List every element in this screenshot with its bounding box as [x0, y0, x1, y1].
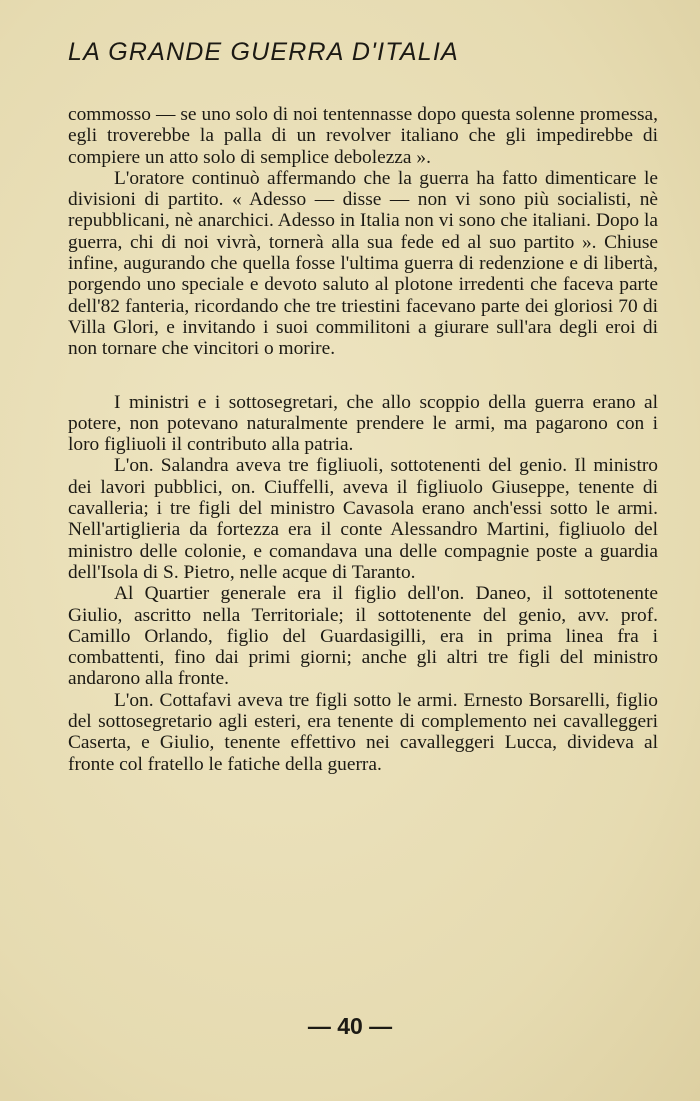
- paragraph-6: L'on. Cottafavi aveva tre figli sotto le armi. Ernesto Borsarelli, figlio del sottosegretario agli esteri, era tenente di complemento nei cavalleggeri Caserta, e Giulio, tenente effettivo nei cavalleggeri Lucca, divideva al fronte col fratello le fatiche della guerra.: [68, 689, 658, 775]
- paragraph-2: L'oratore continuò affermando che la guerra ha fatto dimenticare le divisioni di partito. « Adesso — disse — non vi sono più socialisti, nè repubblicani, nè anarchici. Adesso in Italia non vi sono che italiani. Dopo la guerra, chi di noi vivrà, tornerà alla sua fede ed al suo partito ». Chiuse infine, augurando che quella fosse l'ultima guerra di redenzione e di libertà, porgendo uno speciale e devoto saluto al plotone irredenti che faceva parte dell'82 fanteria, ricordando che tre triestini facevano parte dei gloriosi 70 di Villa Glori, e invitando i suoi commilitoni a giurare sull'ara degli eroi di non tornare che vincitori o morire.: [68, 167, 658, 360]
- running-header: LA GRANDE GUERRA D'ITALIA: [68, 38, 459, 66]
- paragraph-5: Al Quartier generale era il figlio dell'on. Daneo, il sottotenente Giulio, ascritto nella Territoriale; il sottotenente del genio, avv. prof. Camillo Orlando, figlio del Guardasigilli, era in prima linea fra i combattenti, fino dai primi giorni; anche gli altri tre figli del ministro andarono alla fronte.: [68, 583, 658, 690]
- page-number: — 40 —: [307, 1013, 393, 1039]
- paragraph-3: I ministri e i sottosegretari, che allo scoppio della guerra erano al potere, non potevano naturalmente prendere le armi, ma pagarono con i loro figliuoli il contributo alla patria.: [68, 391, 658, 456]
- body-text: [68, 104, 658, 775]
- paragraph-1: commosso — se uno solo di noi tentennasse dopo questa solenne promessa, egli troverebbe la palla di un revolver italiano che gli impedirebbe di compiere un atto solo di semplice debolezza ».: [68, 104, 658, 168]
- paragraph-4: L'on. Salandra aveva tre figliuoli, sottotenenti del genio. Il ministro dei lavori pubblici, on. Ciuffelli, aveva il figliuolo Giuseppe, tenente di cavalleria; i tre figli del ministro Cavasola erano anch'essi sotto le armi. Nell'artiglieria da fortezza era il conte Alessandro Martini, figliuolo del ministro delle colonie, e comandava una delle compagnie poste a guardia dell'Isola di S. Pietro, nelle acque di Taranto.: [68, 455, 658, 583]
